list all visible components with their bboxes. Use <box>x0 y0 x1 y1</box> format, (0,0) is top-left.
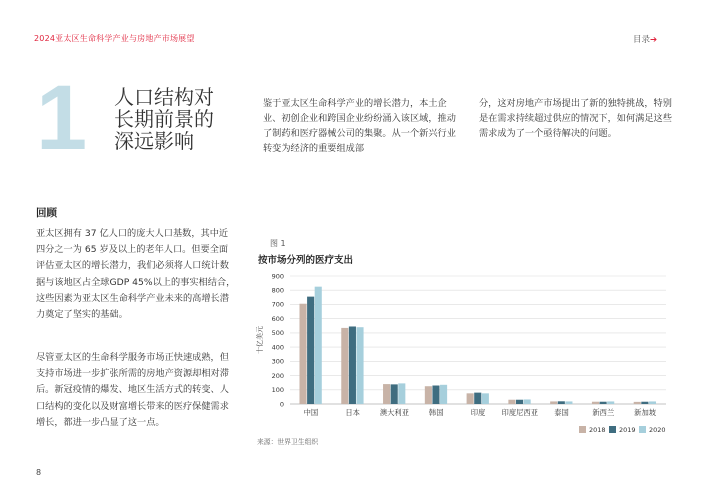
intro-column-1: 鉴于亚太区生命科学产业的增长潜力，本土企业、初创企业和跨国企业纷纷涌入该区域，推动了制药和医疗器械公司的集聚。从一个新兴行业转变为经济的重要组成部 <box>263 98 456 154</box>
x-axis-categories <box>304 408 657 417</box>
y-tick-label: 0 <box>279 400 284 409</box>
legend-swatch <box>609 426 616 433</box>
report-header-title: 2024亚太区生命科学产业与房地产市场展望 <box>34 34 195 43</box>
bar-2019 <box>516 400 523 404</box>
x-category-label: 中国 <box>303 408 319 417</box>
section-number: 1 <box>36 67 88 169</box>
bar-2019 <box>349 326 356 404</box>
figure-label: 图 1 <box>270 239 286 248</box>
table-of-contents-link[interactable] <box>633 33 657 45</box>
y-tick-label: 600 <box>271 314 284 323</box>
section-title-line: 深远影响 <box>114 129 194 153</box>
bar-2020 <box>482 393 489 404</box>
review-paragraph-2: 尽管亚太区的生命科学服务市场正快速成熟，但支持市场进一步扩张所需的房地产资源却相对滞后。新冠疫情的爆发、地区生活方式的转变、人口结构的变化以及财富增长带来的医疗保健需求增长，都进一步凸显了这一点。 <box>36 352 229 428</box>
bar-2020 <box>440 385 447 404</box>
y-tick-label: 200 <box>271 371 284 380</box>
bar-2018 <box>508 400 515 404</box>
x-category-label: 印度 <box>470 408 486 417</box>
legend-swatch <box>639 426 646 433</box>
bar-2019 <box>641 402 648 404</box>
chart-title: 按市场分列的医疗支出 <box>258 255 354 266</box>
page-number: 8 <box>36 468 42 477</box>
chart-legend <box>579 426 666 434</box>
y-axis-ticks <box>272 272 284 408</box>
y-tick-label: 800 <box>271 286 284 295</box>
bar-2018 <box>341 328 348 404</box>
review-heading: 回顾 <box>36 207 57 219</box>
y-tick-label: 300 <box>271 357 284 366</box>
bar-2020 <box>315 287 322 404</box>
x-category-label: 泰国 <box>554 408 569 417</box>
x-category-label: 新加坡 <box>634 408 657 417</box>
bar-2019 <box>558 401 565 404</box>
bar-2019 <box>391 384 398 404</box>
section-title-line: 长期前景的 <box>114 107 214 131</box>
legend-swatch <box>579 426 586 433</box>
bar-2019 <box>600 402 607 404</box>
bar-2018 <box>299 304 306 404</box>
x-category-label: 印度尼西亚 <box>501 408 539 417</box>
section-title-line: 人口结构对 <box>114 85 214 109</box>
y-axis-label: 十亿美元 <box>256 326 264 354</box>
x-category-label: 日本 <box>345 408 360 417</box>
intro-column-2: 分，这对房地产市场提出了新的独特挑战，特别是在需求持续超过供应的情况下，如何满足这些需求成为了一个亟待解决的问题。 <box>479 98 672 139</box>
bar-2018 <box>467 393 474 404</box>
healthcare-spending-bar-chart <box>252 270 672 440</box>
bar-2020 <box>356 327 363 404</box>
bar-2020 <box>649 401 656 404</box>
bar-2020 <box>607 401 614 404</box>
y-tick-label: 400 <box>271 343 284 352</box>
bar-2020 <box>565 401 572 404</box>
review-paragraph-1: 亚太区拥有 37 亿人口的庞大人口基数，其中近四分之一为 65 岁及以上的老年人口。但要全面评估亚太区的增长潜力，我们必须将人口统计数据与该地区占全球GDP 45%以上的事实相结合，这些因素为亚太区生命科学产业未来的高增长潜力奠定了坚实的基础。 <box>36 228 236 321</box>
x-category-label: 韩国 <box>428 408 444 417</box>
y-tick-label: 900 <box>271 272 284 281</box>
bar-2020 <box>524 399 531 404</box>
y-tick-label: 500 <box>271 329 284 338</box>
y-tick-label: 700 <box>271 300 284 309</box>
bar-2018 <box>550 401 557 404</box>
legend-label: 2018 <box>589 426 606 434</box>
bar-2018 <box>383 384 390 404</box>
x-category-label: 澳大利亚 <box>379 408 410 417</box>
legend-label: 2019 <box>619 426 636 434</box>
y-tick-label: 100 <box>271 386 284 395</box>
legend-label: 2020 <box>649 426 666 434</box>
section-title <box>114 86 214 152</box>
bar-2020 <box>398 383 405 404</box>
bar-2019 <box>307 297 314 404</box>
bar-2019 <box>432 386 439 404</box>
arrow-right-icon: ➔ <box>650 35 658 45</box>
x-category-label: 新西兰 <box>592 408 615 417</box>
bar-2018 <box>425 386 432 404</box>
bar-2018 <box>634 402 641 404</box>
toc-label: 目录 <box>633 35 651 45</box>
bar-2019 <box>474 393 481 404</box>
figure-source: 来源：世界卫生组织 <box>257 438 319 446</box>
bar-2018 <box>592 402 599 404</box>
